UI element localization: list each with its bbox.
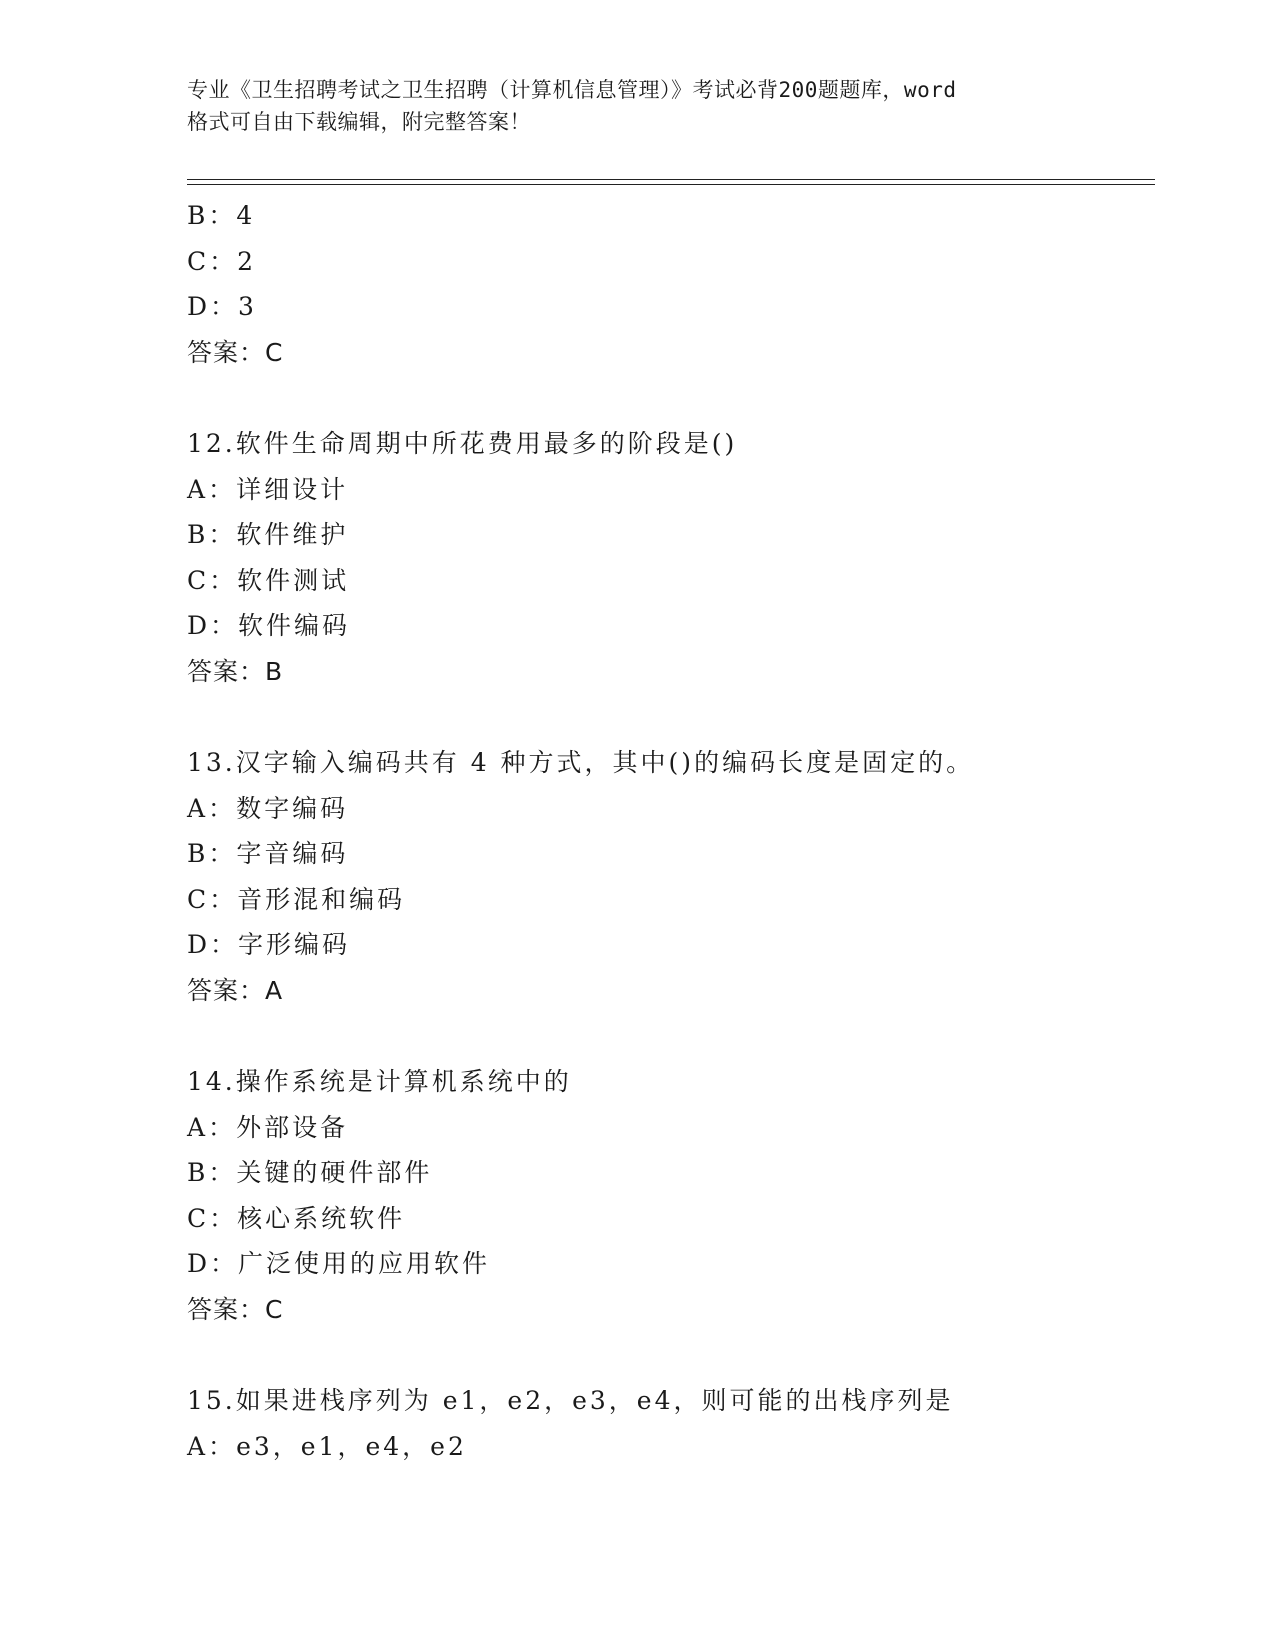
option-b: B：软件维护: [187, 520, 349, 549]
option-a: A：e3，e1，e4，e2: [187, 1431, 467, 1461]
answer: 答案：B: [187, 656, 284, 686]
option-d: D：软件编码: [187, 611, 351, 640]
option-c: C：2: [187, 246, 257, 276]
question-13: [187, 740, 1147, 1013]
option-d: D：3: [187, 292, 257, 321]
answer: 答案：C: [187, 1294, 284, 1324]
question-15: [187, 1378, 1147, 1469]
option-b: B：字音编码: [187, 839, 349, 868]
answer: 答案：C: [187, 337, 284, 367]
question-title: 13.汉字输入编码共有 4 种方式，其中()的编码长度是固定的。: [187, 748, 975, 777]
question-title: 14.操作系统是计算机系统中的: [187, 1067, 572, 1096]
option-a: A：数字编码: [187, 793, 349, 823]
header-rule-bottom: [187, 184, 1155, 185]
header-line-2: 格式可自由下载编辑，附完整答案！: [187, 110, 531, 134]
option-b: B：4: [187, 201, 256, 230]
option-b: B：关键的硬件部件: [187, 1158, 433, 1187]
header-line-1: 专业《卫生招聘考试之卫生招聘（计算机信息管理）》考试必背200题题库，word: [187, 78, 957, 102]
option-d: D：字形编码: [187, 930, 351, 959]
option-a: A：详细设计: [187, 474, 349, 504]
header-rule-top: [187, 179, 1155, 180]
option-c: C：音形混和编码: [187, 884, 406, 914]
question-12: [187, 421, 1147, 694]
question-11-continued: [187, 193, 1147, 375]
question-title: 12.软件生命周期中所花费用最多的阶段是(): [187, 429, 738, 458]
option-c: C：软件测试: [187, 565, 350, 595]
question-list: [187, 193, 1147, 1469]
question-14: [187, 1059, 1147, 1332]
document-header: [187, 74, 1107, 138]
option-a: A：外部设备: [187, 1112, 349, 1142]
answer: 答案：A: [187, 975, 284, 1005]
option-c: C：核心系统软件: [187, 1203, 406, 1233]
option-d: D：广泛使用的应用软件: [187, 1249, 491, 1278]
question-title: 15.如果进栈序列为 e1，e2，e3，e4，则可能的出栈序列是: [187, 1386, 954, 1415]
